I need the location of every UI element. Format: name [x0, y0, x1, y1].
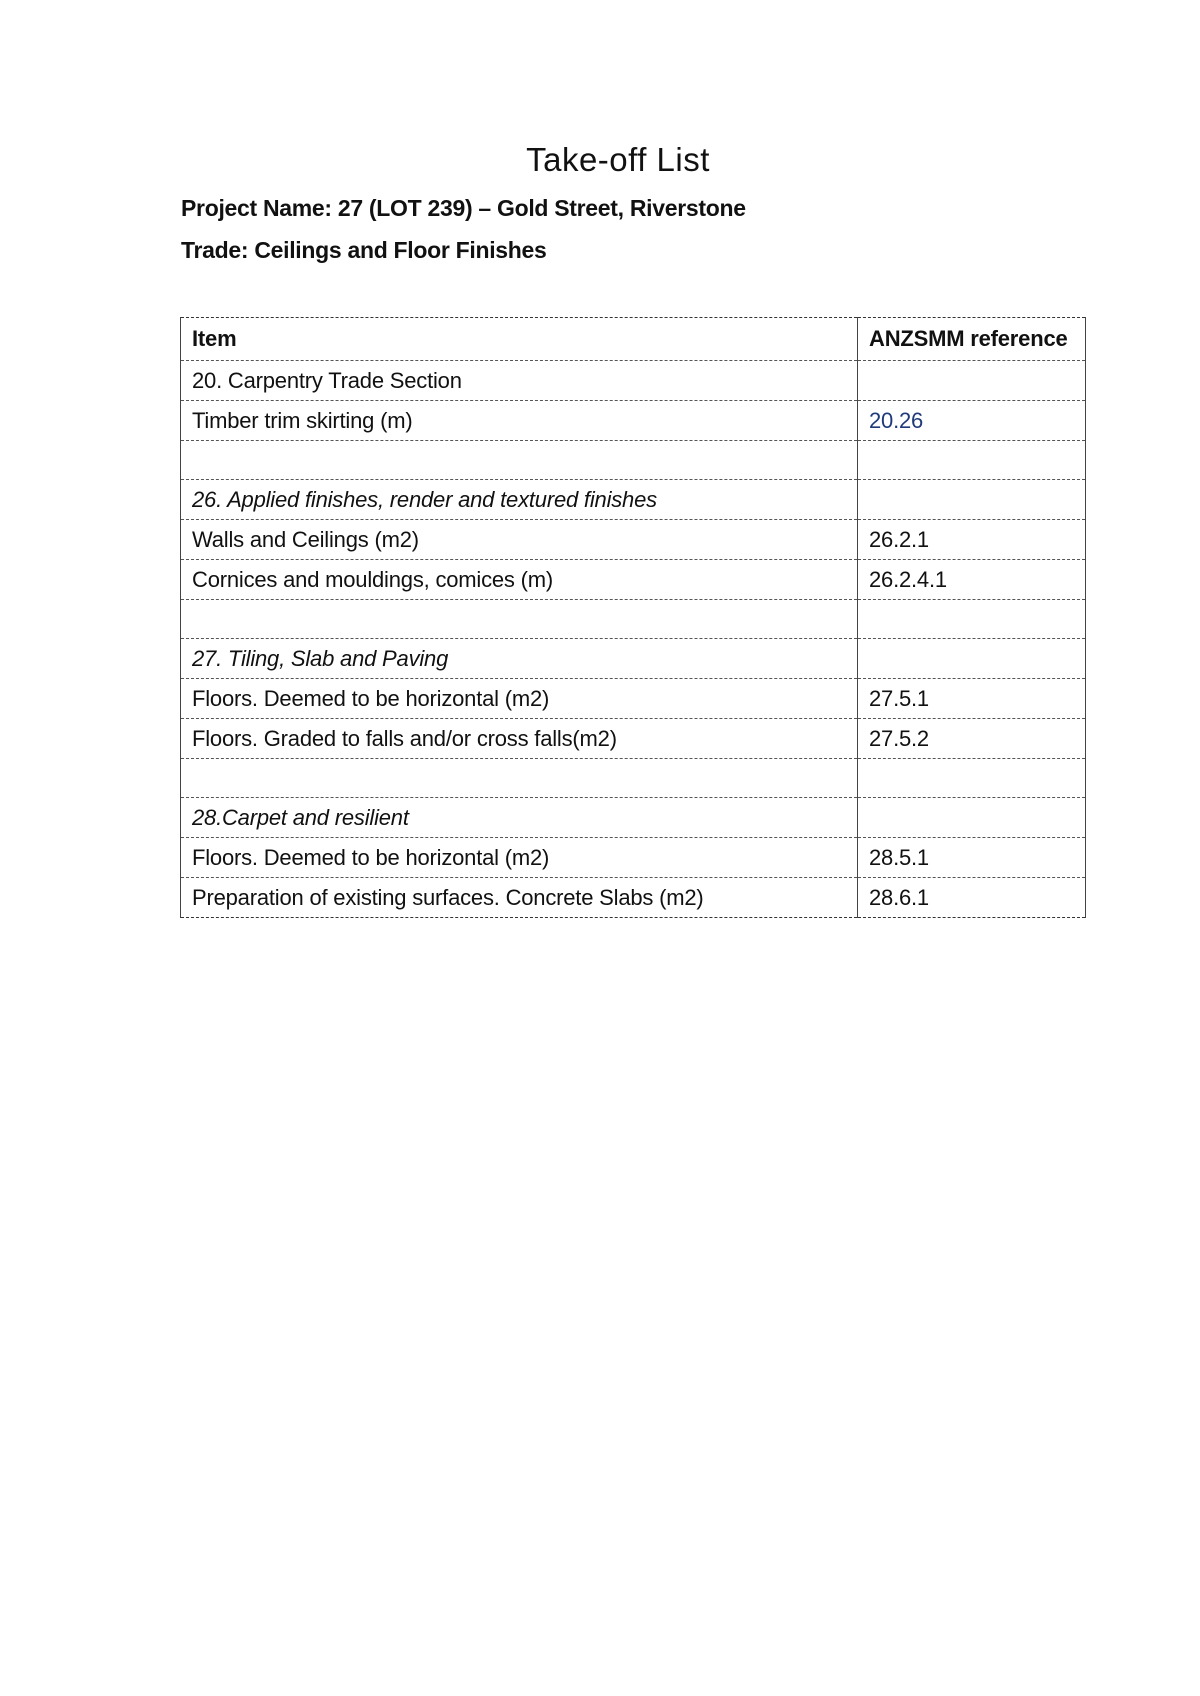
table-row	[181, 401, 1086, 441]
column-header-reference: ANZSMM reference	[858, 318, 1086, 361]
trade-line: Trade: Ceilings and Floor Finishes	[181, 237, 547, 263]
table-row	[181, 361, 1086, 401]
reference-link[interactable]: 20.26	[858, 401, 1086, 441]
table-row-blank	[181, 759, 1086, 798]
table-row	[181, 639, 1086, 679]
section-heading-carpentry: 20. Carpentry Trade Section	[181, 361, 858, 401]
table-row-blank	[181, 441, 1086, 480]
table-row	[181, 520, 1086, 560]
item-cell: Floors. Graded to falls and/or cross falls(m2)	[181, 719, 858, 759]
item-cell: Floors. Deemed to be horizontal (m2)	[181, 679, 858, 719]
reference-cell: 26.2.1	[858, 520, 1086, 560]
table-row	[181, 838, 1086, 878]
project-name-line: Project Name: 27 (LOT 239) – Gold Street, Riverstone	[181, 195, 746, 221]
reference-cell: 28.5.1	[858, 838, 1086, 878]
item-cell: Floors. Deemed to be horizontal (m2)	[181, 838, 858, 878]
reference-cell	[858, 441, 1086, 480]
reference-cell	[858, 759, 1086, 798]
item-cell: Preparation of existing surfaces. Concrete Slabs (m2)	[181, 878, 858, 918]
section-heading-tiling: 27. Tiling, Slab and Paving	[181, 639, 858, 679]
reference-cell	[858, 639, 1086, 679]
item-cell	[181, 441, 858, 480]
table-row	[181, 798, 1086, 838]
table-row	[181, 480, 1086, 520]
reference-cell: 27.5.2	[858, 719, 1086, 759]
reference-cell: 28.6.1	[858, 878, 1086, 918]
document-title: Take-off List	[526, 141, 710, 178]
section-heading-carpet: 28.Carpet and resilient	[181, 798, 858, 838]
table-row	[181, 719, 1086, 759]
reference-cell	[858, 600, 1086, 639]
table-row	[181, 560, 1086, 600]
item-cell: Timber trim skirting (m)	[181, 401, 858, 441]
table-row-blank	[181, 600, 1086, 639]
item-cell	[181, 600, 858, 639]
item-cell: Cornices and mouldings, comices (m)	[181, 560, 858, 600]
item-cell: Walls and Ceilings (m2)	[181, 520, 858, 560]
reference-cell	[858, 798, 1086, 838]
reference-cell: 27.5.1	[858, 679, 1086, 719]
reference-cell: 26.2.4.1	[858, 560, 1086, 600]
table-row	[181, 878, 1086, 918]
column-header-item: Item	[181, 318, 858, 361]
takeoff-table	[180, 317, 1086, 918]
section-heading-applied-finishes: 26. Applied finishes, render and textured finishes	[181, 480, 858, 520]
table-row	[181, 679, 1086, 719]
reference-cell	[858, 480, 1086, 520]
reference-cell	[858, 361, 1086, 401]
item-cell	[181, 759, 858, 798]
table-header-row	[181, 318, 1086, 361]
